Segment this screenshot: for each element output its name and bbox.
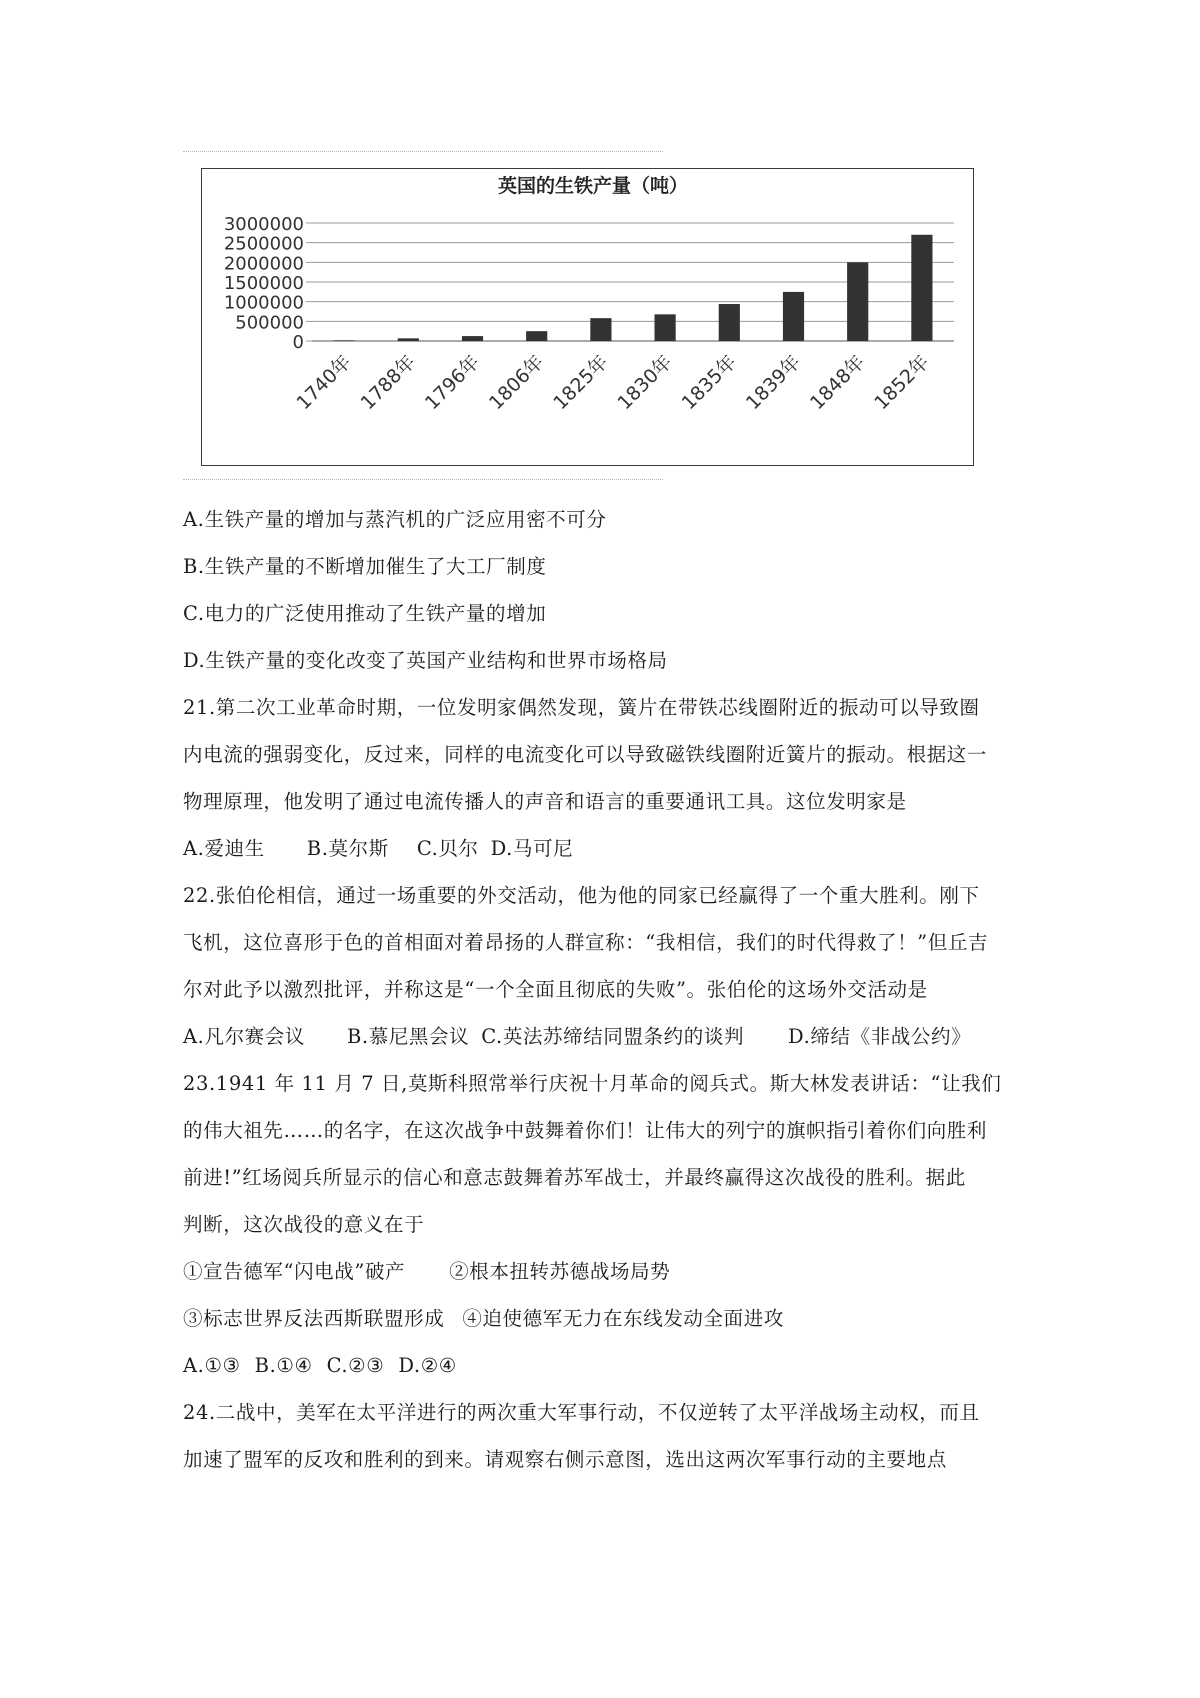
q23-line-3: 前进!”红场阅兵所显示的信心和意志鼓舞着苏军战士，并最终赢得这次战役的胜利。据此	[183, 1166, 966, 1189]
q21-option-c: C.贝尔	[416, 837, 479, 860]
x-tick-label: 1788年	[356, 350, 420, 415]
x-tick-label: 1830年	[613, 350, 677, 415]
q20-option-d: D.生铁产量的变化改变了英国产业结构和世界市场格局	[183, 649, 668, 672]
bar-1835年	[719, 304, 740, 341]
bar-1740年	[334, 340, 355, 341]
q21-line-1: 21.第二次工业革命时期，一位发明家偶然发现，簧片在带铁芯线圈附近的振动可以导致圈	[183, 696, 980, 719]
x-tick-label: 1740年	[292, 350, 356, 415]
q21-line-3: 物理原理，他发明了通过电流传播人的声音和语言的重要通讯工具。这位发明家是	[183, 790, 907, 813]
bar-1788年	[398, 338, 419, 341]
y-tick-label: 2500000	[223, 233, 304, 255]
q23-item-1: ①宣告德军“闪电战”破产	[183, 1260, 406, 1283]
y-tick-label: 2000000	[223, 253, 304, 275]
x-tick-label: 1839年	[741, 350, 806, 415]
q21-option-a: A.爱迪生	[183, 837, 265, 860]
chart-svg	[202, 169, 973, 465]
q21-line-2: 内电流的强弱变化，反过来，同样的电流变化可以导致磁铁线圈附近簧片的振动。根据这一	[183, 743, 988, 766]
x-tick-label: 1806年	[485, 350, 549, 415]
q22-line-1: 22.张伯伦相信，通过一场重要的外交活动，他为他的同家已经赢得了一个重大胜利。刚下	[183, 884, 980, 907]
q23-line-4: 判断，这次战役的意义在于	[183, 1213, 425, 1236]
q20-option-a: A.生铁产量的增加与蒸汽机的广泛应用密不可分	[183, 508, 607, 531]
q23-option-c: C.②③	[326, 1354, 385, 1377]
q24-line-2: 加速了盟军的反攻和胜利的到来。请观察右侧示意图，选出这两次军事行动的主要地点	[183, 1448, 947, 1471]
q21-option-b: B.莫尔斯	[306, 837, 389, 860]
q21-option-d: D.马可尼	[490, 837, 574, 860]
bar-1825年	[590, 318, 611, 341]
q20-option-c: C.电力的广泛使用推动了生铁产量的增加	[183, 602, 547, 625]
dotted-rule-top	[183, 151, 663, 152]
q23-option-a: A.①③	[183, 1354, 241, 1377]
bar-1848年	[847, 262, 868, 341]
q21-options	[183, 835, 573, 863]
y-tick-label: 1000000	[223, 292, 304, 314]
q23-line-2: 的伟大祖先……的名字，在这次战争中鼓舞着你们！让伟大的列宁的旗帜指引着你们向胜利	[183, 1119, 988, 1142]
q22-option-b: B.慕尼黑会议	[346, 1025, 470, 1048]
y-tick-label: 1500000	[223, 273, 304, 294]
q22-option-c: C.英法苏缔结同盟条约的谈判	[481, 1025, 745, 1048]
q22-line-3: 尔对此予以激烈批评，并称这是“一个全面且彻底的失败”。张伯伦的这场外交活动是	[183, 978, 928, 1001]
bar-1806年	[526, 331, 547, 341]
chart-title: 英国的生铁产量（吨）	[497, 175, 689, 197]
dotted-rule-bottom	[183, 479, 663, 480]
x-tick-label: 1796年	[420, 350, 485, 415]
iron-output-chart	[201, 168, 974, 466]
q23-item-2: ②根本扭转苏德战场局势	[449, 1260, 671, 1283]
q22-options	[183, 1023, 971, 1051]
q23-option-d: D.②④	[398, 1354, 457, 1377]
q24-line-1: 24.二战中，美军在太平洋进行的两次重大军事行动，不仅逆转了太平洋战场主动权，而且	[183, 1401, 980, 1424]
q23-item-3: ③标志世界反法西斯联盟形成	[183, 1307, 445, 1330]
x-tick-label: 1835年	[677, 350, 741, 415]
y-tick-label: 0	[292, 332, 304, 353]
q23-items-row-2	[183, 1305, 784, 1333]
x-tick-label: 1852年	[870, 350, 934, 415]
q23-items-row-1	[183, 1258, 670, 1286]
q22-option-d: D.缔结《非战公约》	[788, 1025, 972, 1048]
y-tick-label: 500000	[235, 312, 304, 334]
q23-item-4: ④迫使德军无力在东线发动全面进攻	[462, 1307, 784, 1330]
q22-option-a: A.凡尔赛会议	[183, 1025, 305, 1048]
bar-1830年	[655, 314, 676, 341]
bar-1852年	[911, 235, 932, 341]
x-tick-label: 1848年	[806, 350, 870, 415]
x-tick-label: 1825年	[549, 350, 613, 415]
q20-option-b: B.生铁产量的不断增加催生了大工厂制度	[183, 555, 547, 578]
q23-option-b: B.①④	[254, 1354, 313, 1377]
bar-1839年	[783, 292, 804, 341]
q23-options	[183, 1352, 457, 1380]
y-tick-label: 3000000	[223, 214, 304, 235]
bar-1796年	[462, 336, 483, 341]
q22-line-2: 飞机，这位喜形于色的首相面对着昂扬的人群宣称：“我相信，我们的时代得救了！”但丘吉	[183, 931, 989, 954]
q23-line-1: 23.1941 年 11 月 7 日,莫斯科照常举行庆祝十月革命的阅兵式。斯大林发表讲话：“让我们	[183, 1072, 1002, 1095]
